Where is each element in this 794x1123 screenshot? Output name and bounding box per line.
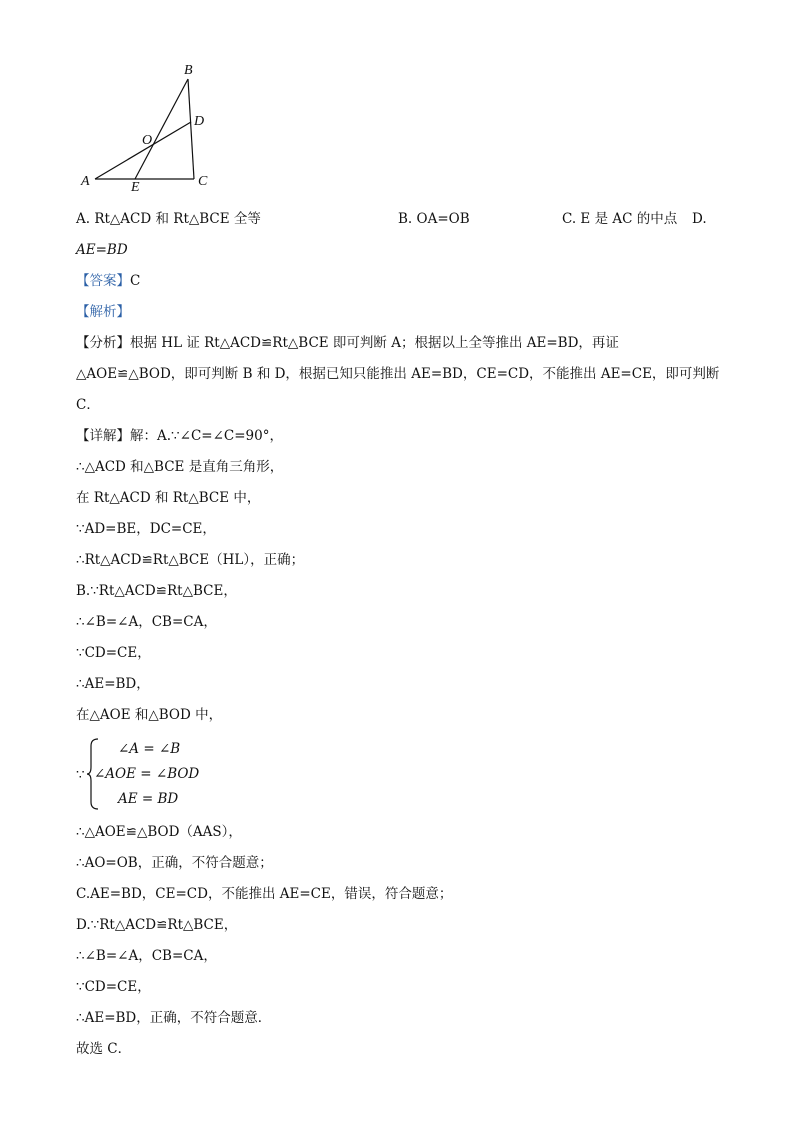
label-e: E [131, 180, 140, 195]
text-line: ∴∠B=∠A，CB=CA， [76, 948, 217, 964]
text-line: ∴AE=BD， [76, 676, 150, 692]
label-a: A [81, 174, 90, 189]
text-line: ∴AO=OB，正确，不符合题意； [76, 855, 273, 871]
answer-line [76, 272, 140, 290]
system-eq-2: ∠AOE = ∠BOD [94, 766, 200, 782]
text-line: ∴AE=BD，正确，不符合题意． [76, 1010, 272, 1026]
text-line: ∴△ACD 和△BCE 是直角三角形， [76, 459, 284, 475]
analysis-tag: 【解析】 [76, 304, 130, 320]
text-line: 故选 C． [76, 1041, 132, 1057]
text-line: D.∵Rt△ACD≌Rt△BCE， [76, 917, 238, 933]
text-line: 在 Rt△ACD 和 Rt△BCE 中， [76, 490, 261, 506]
text-line: ∴Rt△ACD≌Rt△BCE（HL），正确； [76, 552, 305, 568]
segment-bc [188, 79, 194, 179]
label-d: D [194, 114, 205, 129]
text-line: ∵CD=CE， [76, 979, 151, 995]
text-line: 在△AOE 和△BOD 中， [76, 707, 223, 723]
system-prefix: ∵ [76, 767, 85, 783]
text-line: B.∵Rt△ACD≌Rt△BCE， [76, 583, 237, 599]
system-eq-1: ∠A = ∠B [118, 741, 181, 757]
text-line: ∵CD=CE， [76, 645, 151, 661]
label-o: O [142, 133, 153, 148]
text-line: △AOE≌△BOD，即可判断 B 和 D，根据已知只能推出 AE=BD，CE=CD，不能推出 AE=CE，即可判断 [76, 366, 720, 382]
option-d-prefix: D. [692, 211, 707, 227]
text-line: C.AE=BD，CE=CD，不能推出 AE=CE，错误，符合题意； [76, 886, 453, 902]
text-line: C． [76, 397, 100, 413]
text-line: 【分析】根据 HL 证 Rt△ACD≌Rt△BCE 即可判断 A；根据以上全等推出 AE=BD，再证 [76, 335, 619, 351]
answer-value: C [130, 273, 141, 289]
option-c: C. E 是 AC 的中点 [562, 211, 678, 227]
triangle-figure [70, 58, 270, 198]
system-eq-3: AE = BD [118, 791, 179, 807]
option-d-text: AE=BD [76, 242, 128, 258]
option-b: B. OA=OB [398, 211, 470, 227]
label-b: B [184, 63, 193, 78]
option-a: A. Rt△ACD 和 Rt△BCE 全等 [76, 211, 261, 227]
text-line: ∴△AOE≌△BOD（AAS）， [76, 824, 242, 840]
text-line: 【详解】解：A.∵∠C=∠C=90°， [76, 428, 283, 444]
label-c: C [198, 174, 208, 189]
segment-ad [95, 122, 191, 179]
text-line: ∵AD=BE，DC=CE， [76, 521, 216, 537]
text-line: ∴∠B=∠A，CB=CA， [76, 614, 217, 630]
answer-tag: 【答案】 [76, 273, 130, 289]
